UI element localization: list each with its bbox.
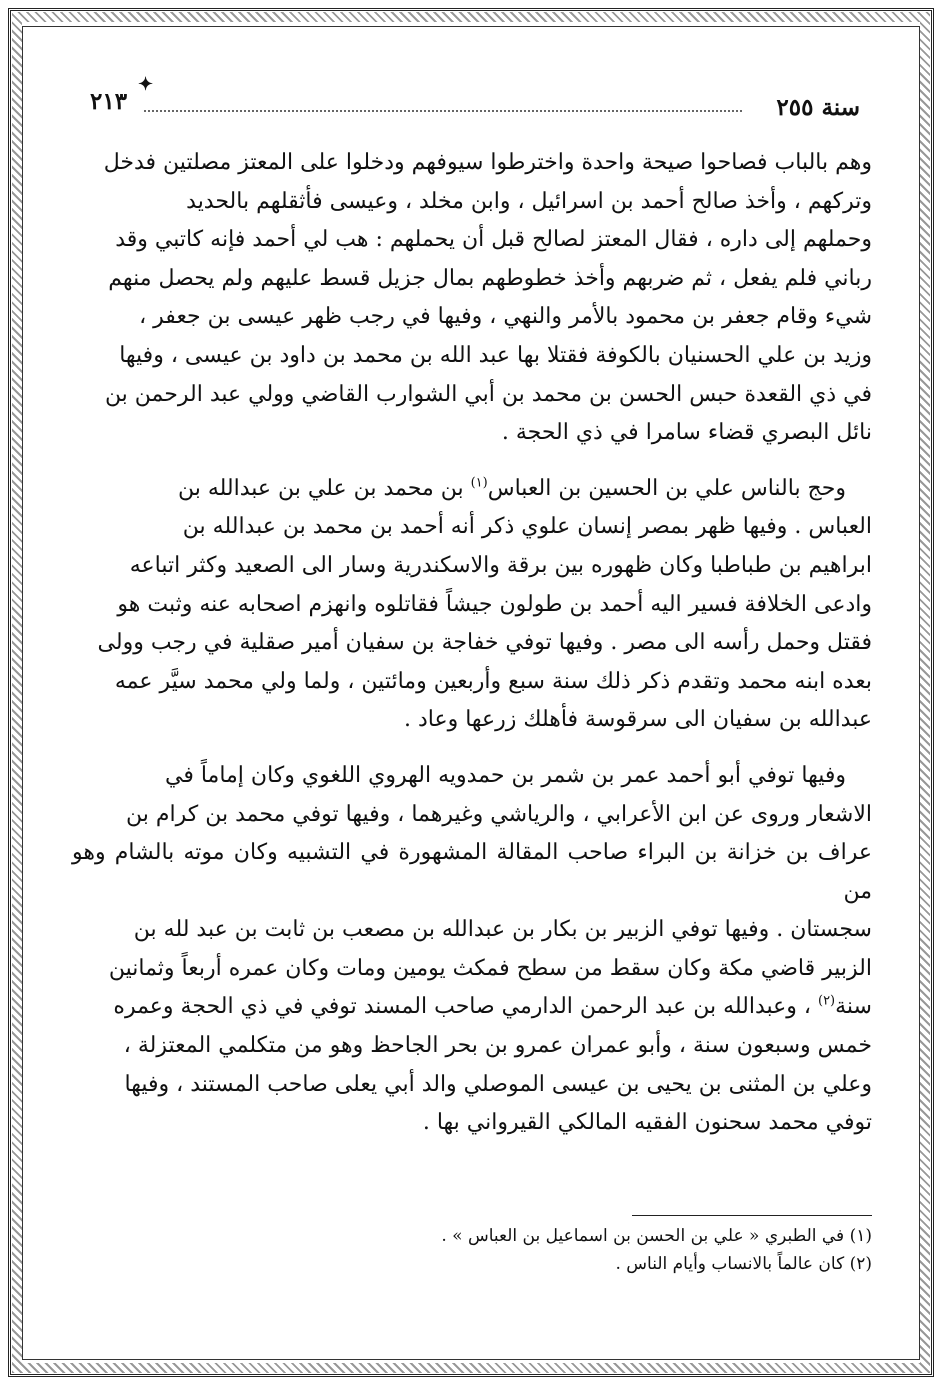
text-line: وعلي بن المثنى بن يحيى بن عيسى الموصلي والد أبي يعلى صاحب المستند ، وفيها	[124, 1071, 872, 1097]
text-line: شيء وقام جعفر بن محمود بالأمر والنهي ، وفيها في رجب ظهر عيسى بن جعفر ،	[139, 304, 872, 330]
text-line: وزيد بن علي الحسنيان بالكوفة فقتلا بها عبد الله بن محمد بن داود بن عيسى ، وفيها	[119, 342, 872, 368]
paragraph-2	[72, 470, 872, 740]
header-dotted-rule	[144, 110, 742, 112]
text-line: الاشعار وروى عن ابن الأعرابي ، والرياشي وغيرهما ، وفيها توفي محمد بن كرام بن	[126, 801, 872, 827]
footnote-divider	[632, 1215, 872, 1216]
main-text	[72, 144, 872, 1143]
text-line	[72, 470, 872, 509]
text-line: توفي محمد سحنون الفقيه المالكي القيرواني بها .	[422, 1110, 872, 1136]
text-line: خمس وسبعون سنة ، وأبو عمران عمرو بن بحر الجاحظ وهو من متكلمي المعتزلة ،	[123, 1033, 872, 1059]
text-line: وهم بالباب فصاحوا صيحة واحدة واخترطوا سيوفهم ودخلوا على المعتز مصلتين فدخل	[103, 150, 872, 175]
footnote-2: (٢) كان عالماً بالانساب وأيام الناس .	[615, 1254, 872, 1274]
paragraph-1	[72, 144, 872, 453]
text-line: رباني فلم يفعل ، ثم ضربهم وأخذ خطوطهم بمال جزيل قسط عليهم ولم يحصل منهم	[108, 265, 872, 291]
text-line: ابراهيم بن طباطبا وكان ظهوره بين برقة والاسكندرية وسار الى الصعيد وكثر اتباعه	[129, 552, 872, 578]
text-line: العباس . وفيها ظهر بمصر إنسان علوي ذكر أنه أحمد بن محمد بن عبدالله بن	[182, 514, 872, 540]
text-line: نائل البصري قضاء سامرا في ذي الحجة .	[501, 420, 872, 446]
text-line: وتركهم ، وأخذ صالح أحمد بن اسرائيل ، وابن مخلد ، وعيسى فأثقلهم بالحديد	[186, 188, 872, 214]
text-line: عبدالله بن سفيان الى سرقوسة فأهلك زرعها وعاد .	[403, 707, 872, 733]
footnote-ref-1[interactable]: (١)	[470, 475, 488, 491]
text-line: وادعى الخلافة فسير اليه أحمد بن طولون جيشاً فقاتلوه وانهزم اصحابه عنه وثبت هو	[117, 591, 872, 617]
document-page	[72, 60, 872, 1330]
section-title: سنة ٢٥٥	[776, 94, 860, 121]
text-line: سجستان . وفيها توفي الزبير بن بكار بن عبدالله بن مصعب بن ثابت بن عبد لله بن	[133, 917, 872, 943]
text-line	[72, 988, 872, 1027]
text-line	[72, 757, 872, 796]
text-segment: بن محمد بن علي بن عبدالله بن	[177, 475, 471, 501]
page-number: ٢١٣	[90, 88, 128, 115]
footnotes	[72, 1222, 872, 1278]
text-line: في ذي القعدة حبس الحسن بن محمد بن أبي الشوارب القاضي وولي عبد الرحمن بن	[104, 381, 872, 407]
text-line: الزبير قاضي مكة وكان سقط من سطح فمكث يومين ومات وكان عمره أربعاً وثمانين	[108, 955, 872, 981]
footnote-ref-2[interactable]: (٢)	[817, 994, 836, 1010]
paragraph-3	[72, 757, 872, 1143]
text-line: فقتل وحمل رأسه الى مصر . وفيها توفي خفاجة بن سفيان أمير صقلية في رجب وولى	[97, 630, 872, 656]
text-line: عراف بن خزانة بن البراء صاحب المقالة المشهورة في التشبيه وكان موته بالشام وهو من	[72, 840, 872, 904]
footnote-1: (١) في الطبري « علي بن الحسن بن اسماعيل بن العباس » .	[441, 1226, 872, 1246]
ornament-star-icon: ✦	[138, 74, 154, 95]
text-segment: ، وعبدالله بن عبد الرحمن الدارمي صاحب المسند توفي في ذي الحجة وعمره	[113, 994, 818, 1020]
text-line: وحملهم إلى داره ، فقال المعتز لصالح قبل أن يحملهم : هب لي أحمد فإنه كاتبي وقد	[115, 227, 872, 253]
running-header	[72, 74, 872, 124]
text-segment: وحج بالناس علي بن الحسين بن العباس	[487, 475, 846, 501]
text-segment: وفيها توفي أبو أحمد عمر بن شمر بن حمدويه الهروي اللغوي وكان إماماً في	[164, 762, 846, 788]
text-segment: سنة	[835, 994, 872, 1020]
text-line: بعده ابنه محمد وتقدم ذكر ذلك سنة سبع وأربعين ومائتين ، ولما ولي محمد سيَّر عمه	[114, 668, 872, 694]
